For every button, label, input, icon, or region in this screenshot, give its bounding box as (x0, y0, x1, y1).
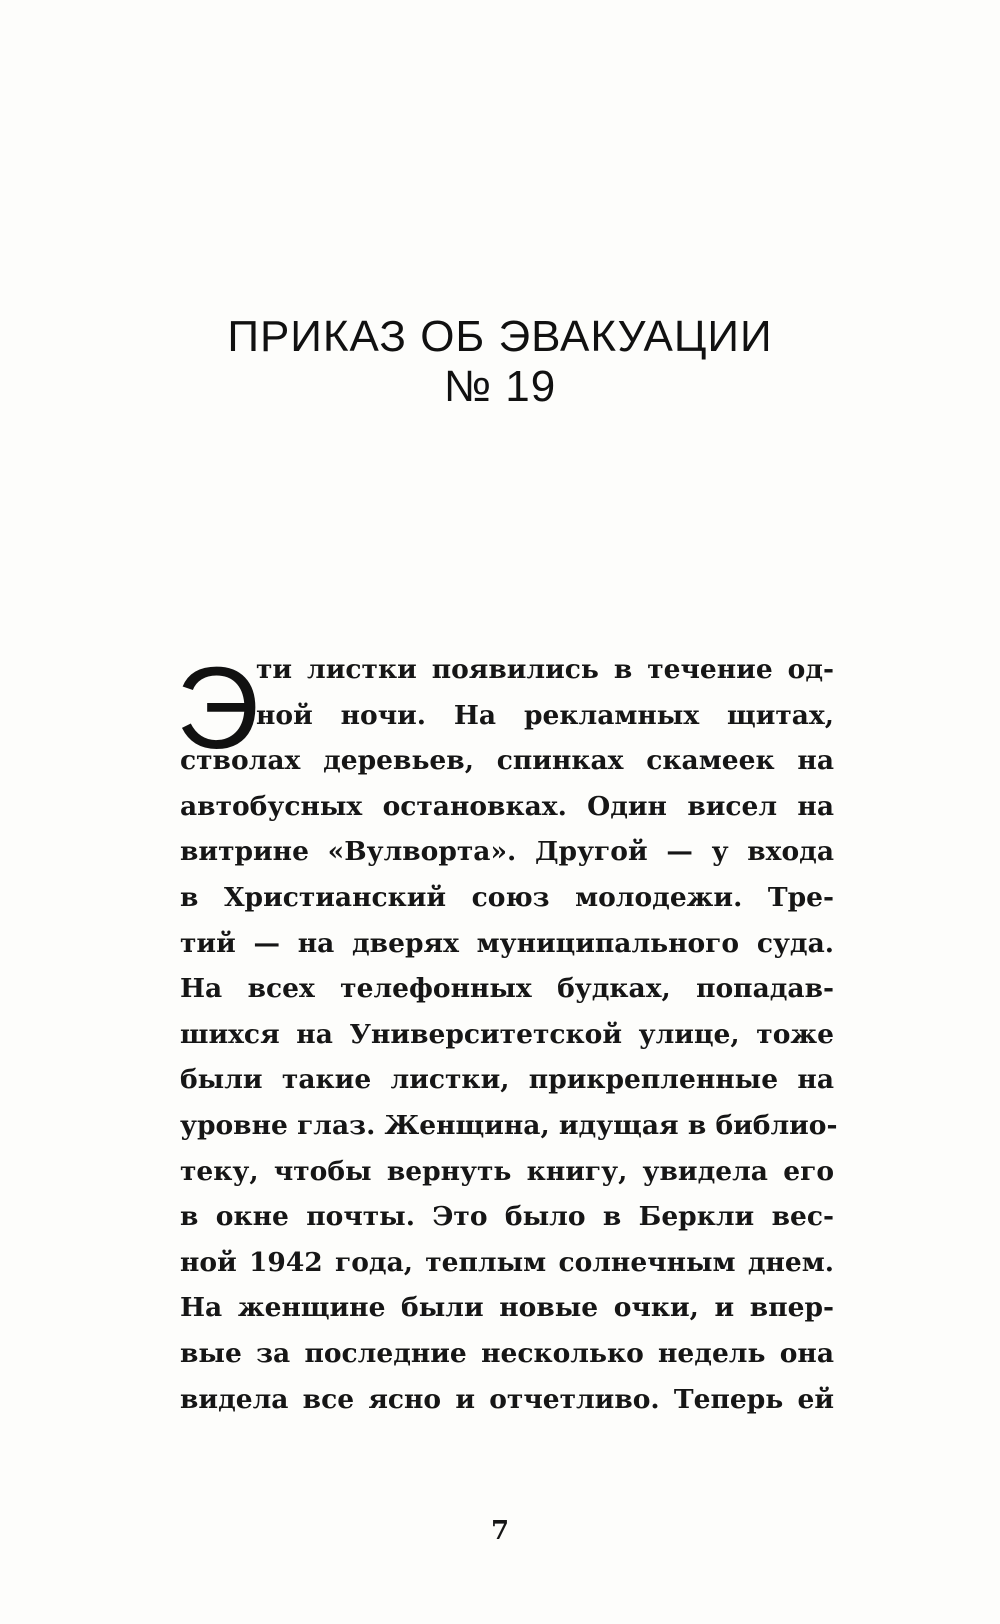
text-line: ти листки появились в течение од- (256, 654, 834, 685)
text-line: На женщине были новые очки, и впер- (180, 1292, 834, 1324)
drop-cap-letter: Э (176, 643, 260, 773)
text-line: теку, чтобы вернуть книгу, увидела его (180, 1155, 834, 1187)
text-line: уровне глаз. Женщина, идущая в библио- (180, 1109, 838, 1141)
text-line: стволах деревьев, спинках скамеек на (180, 745, 834, 777)
text-line: в Христианский союз молодежи. Тре- (180, 881, 834, 913)
text-line: тий — на дверях муниципального суда. (180, 927, 834, 959)
text-line: видела все ясно и отчетливо. Теперь ей (180, 1383, 834, 1415)
text-line: шихся на Университетской улице, тоже (180, 1018, 834, 1050)
text-line: ной ночи. На рекламных щитах, (256, 699, 834, 731)
text-line: На всех телефонных будках, попадав- (180, 973, 834, 1005)
text-line: вые за последние несколько недель она (180, 1337, 834, 1369)
chapter-number: № 19 (443, 362, 557, 411)
text-line: автобусных остановках. Один висел на (180, 790, 834, 822)
page-number: 7 (490, 1516, 510, 1546)
text-line: были такие листки, прикрепленные на (180, 1064, 834, 1096)
chapter-title: ПРИКАЗ ОБ ЭВАКУАЦИИ (227, 312, 773, 361)
text-line: ной 1942 года, теплым солнечным днем. (180, 1246, 834, 1278)
text-line: в окне почты. Это было в Беркли вес- (180, 1201, 834, 1233)
body-paragraph (180, 647, 838, 1422)
text-line: витрине «Вулворта». Другой — у входа (180, 836, 834, 868)
